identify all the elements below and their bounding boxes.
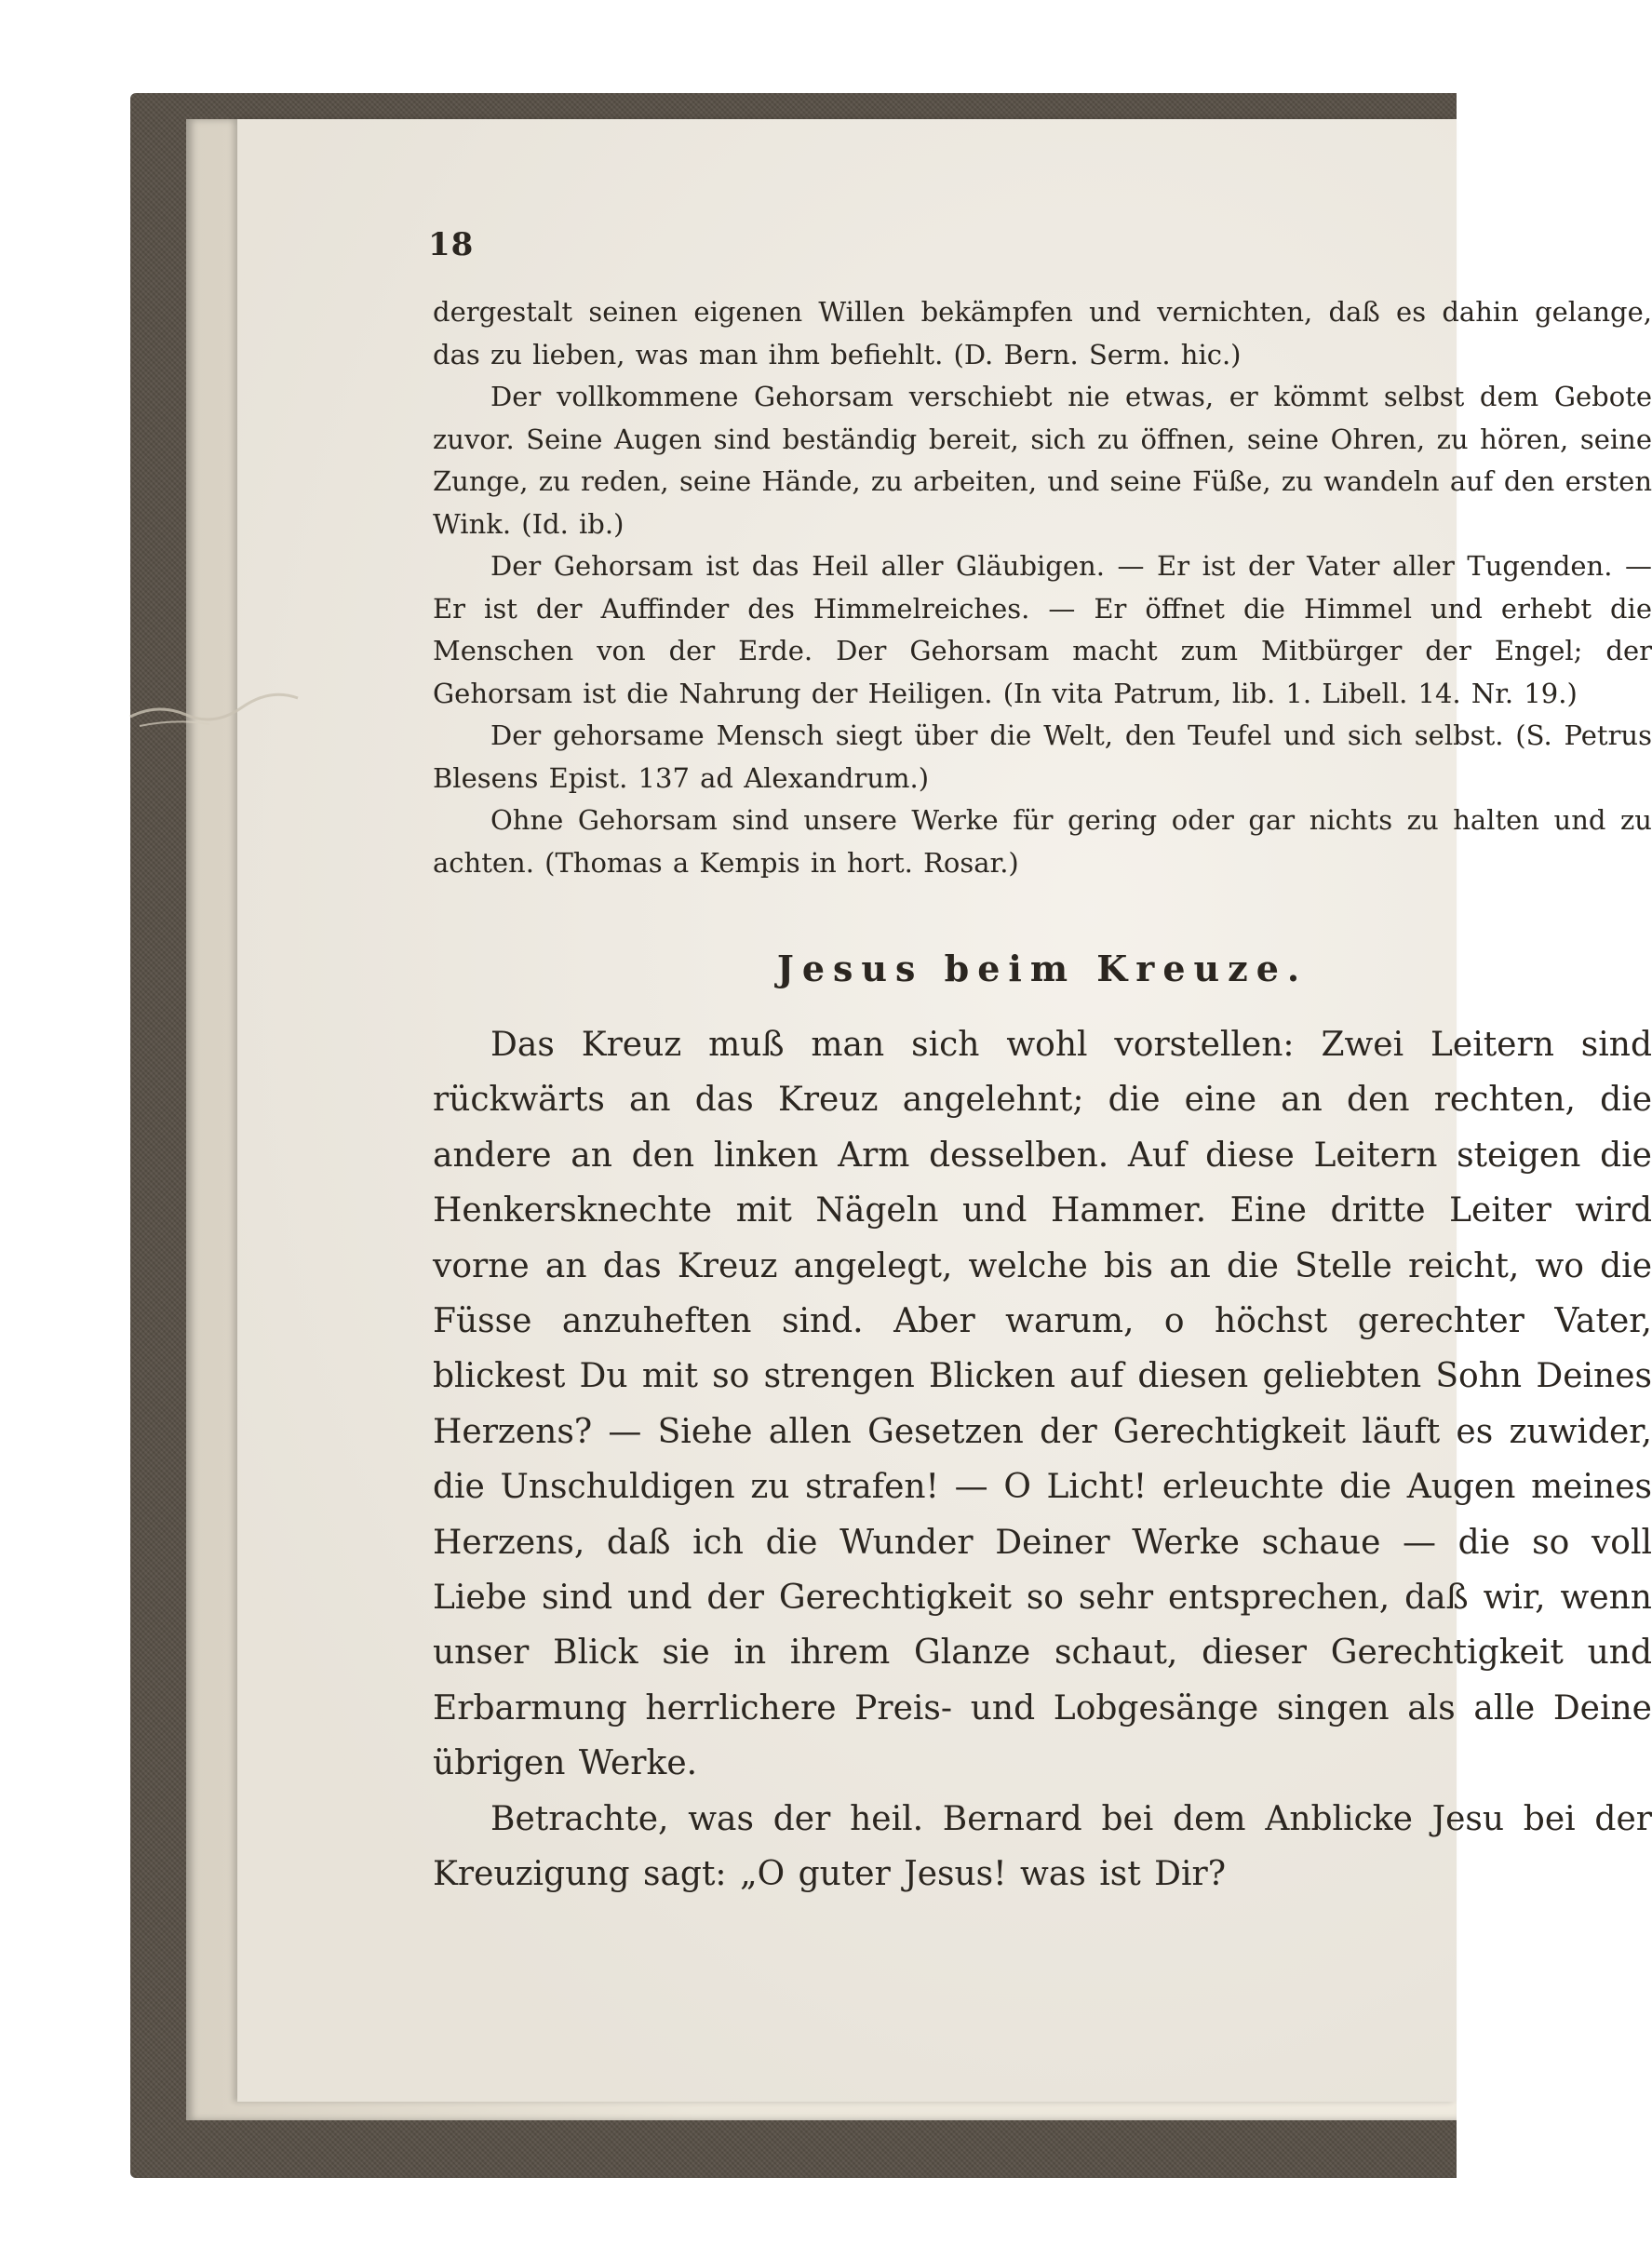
book-page	[237, 119, 1652, 2102]
paragraph: Der gehorsame Mensch siegt über die Welt, den Teufel und sich selbst. (S. Petrus Blesens Epist. 137 ad Alexandrum.)	[433, 719, 1652, 794]
paragraph: Ohne Gehorsam sind unsere Werke für gering oder gar nichts zu halten und zu achten. (Thomas a Kempis in hort. Rosar.)	[433, 804, 1652, 879]
paragraph: dergestalt seinen eigenen Willen bekämpfen und vernichten, daß es dahin gelange, das zu lieben, was man ihm befiehlt. (D. Bern. Serm. hic.)	[433, 296, 1652, 370]
paragraph: Der vollkommene Gehorsam verschiebt nie etwas, er kömmt selbst dem Gebote zuvor. Seine Augen sind beständig bereit, sich zu öffnen, seine Ohren, zu hören, seine Zunge, zu reden, seine Hände, zu arbeiten, und seine Füße, zu wandeln auf den ersten Wink. (Id. ib.)	[433, 381, 1652, 540]
paragraph: Der Gehorsam ist das Heil aller Gläubigen. — Er ist der Vater aller Tugenden. — Er ist der Auffinder des Himmelreiches. — Er öffnet die Himmel und erhebt die Menschen von der Erde. Der Gehorsam macht zum Mitbürger der Engel; der Gehorsam ist die Nahrung der Heiligen. (In vita Patrum, lib. 1. Libell. 14. Nr. 19.)	[433, 550, 1652, 709]
meditation-text	[433, 1017, 1652, 1902]
paragraph: Betrachte, was der heil. Bernard bei dem Anblicke Jesu bei der Kreuzigung sagt: „O guter Jesus! was ist Dir?	[433, 1799, 1652, 1894]
paper-crease-mark	[121, 670, 307, 745]
paragraph: Das Kreuz muß man sich wohl vorstellen: Zwei Leitern sind rückwärts an das Kreuz angelehnt; die eine an den rechten, die andere an den linken Arm desselben. Auf diese Leitern steigen die Henkersknechte mit Nägeln und Hammer. Eine dritte Leiter wird vorne an das Kreuz angelegt, welche bis an die Stelle reicht, wo die Füsse anzuheften sind. Aber warum, o höchst gerechter Vater, blickest Du mit so strengen Blicken auf diesen geliebten Sohn Deines Herzens? — Siehe allen Gesetzen der Gerechtigkeit läuft es zuwider, die Unschuldigen zu strafen! — O Licht! erleuchte die Augen meines Herzens, daß ich die Wunder Deiner Werke schaue — die so voll Liebe sind und der Gerechtigkeit so sehr entsprechen, daß wir, wenn unser Blick sie in ihrem Glanze schaut, dieser Gerechtigkeit und Erbarmung herrlichere Preis- und Lobgesänge singen als alle Deine übrigen Werke.	[433, 1026, 1652, 1783]
quotation-block	[433, 291, 1652, 884]
page-number: 18	[428, 226, 475, 263]
section-heading: Jesus beim Kreuze.	[776, 948, 1309, 989]
